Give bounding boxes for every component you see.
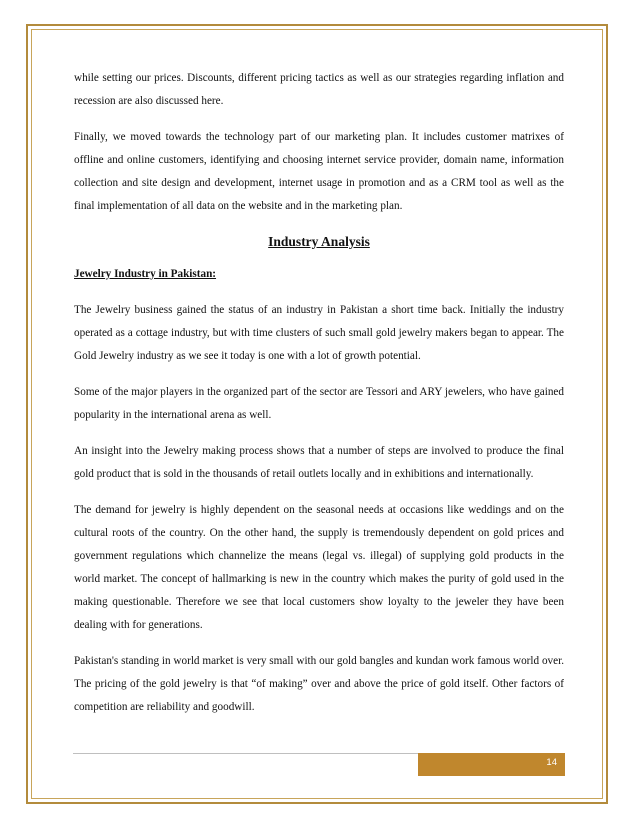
page-number: 14 [546, 757, 557, 768]
paragraph-body-4: The demand for jewelry is highly dependent on the seasonal needs at occasions like weddings and on the cultural roots of the country. On the other hand, the supply is tremendously dependent on gold prices and government regulations which channelize the means (legal vs. illegal) of supplying gold products in the world market. The concept of hallmarking is new in the country which makes the purity of gold used in the making questionable. Therefore we see that local customers show loyalty to the jeweler they have been dealing with for generations. [74, 504, 564, 631]
page-number-box [418, 753, 565, 776]
paragraph-body-1: The Jewelry business gained the status of an industry in Pakistan a short time back. Initially the industry operated as a cottage industry, but with time clusters of such small gold jewelry makers began to appear. The Gold Jewelry industry as we see it today is one with a lot of growth potential. [74, 304, 564, 362]
paragraph-intro-2: Finally, we moved towards the technology part of our marketing plan. It includes customer matrixes of offline and online customers, identifying and choosing internet service provider, domain name, information collection and site design and development, internet usage in promotion and as a CRM tool as well as the final implementation of all data on the website and in the marketing plan. [74, 131, 564, 212]
paragraph-body-2: Some of the major players in the organized part of the sector are Tessori and ARY jewelers, who have gained popularity in the international arena as well. [74, 386, 564, 421]
document-body [74, 67, 564, 732]
paragraph-body-3: An insight into the Jewelry making process shows that a number of steps are involved to produce the final gold product that is sold in the thousands of retail outlets locally and in exhibitions and internationally. [74, 445, 564, 480]
section-title: Industry Analysis [268, 234, 370, 249]
subsection-title: Jewelry Industry in Pakistan: [74, 268, 217, 280]
paragraph-body-5: Pakistan's standing in world market is very small with our gold bangles and kundan work famous world over. The pricing of the gold jewelry is that “of making” over and above the price of gold itself. Other factors of competition are reliability and goodwill. [74, 655, 564, 713]
paragraph-intro-1: while setting our prices. Discounts, different pricing tactics as well as our strategies regarding inflation and recession are also discussed here. [74, 72, 564, 107]
